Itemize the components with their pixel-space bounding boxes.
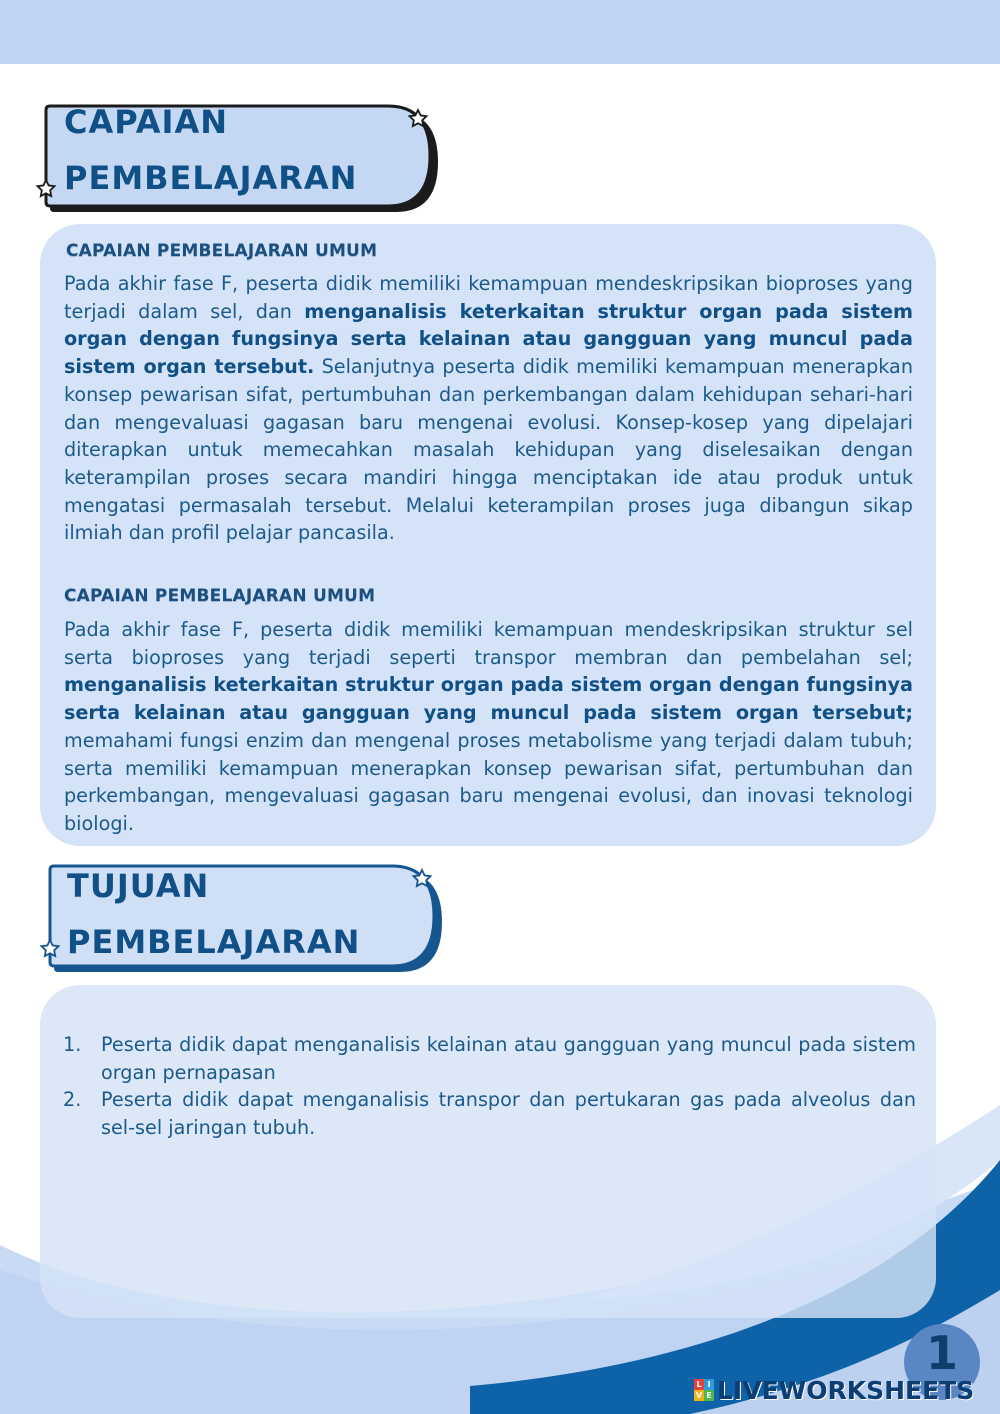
- list-item: 2. Peserta didik dapat menganalisis transpor dan pertukaran gas pada alveolus dan sel-sel jaringan tubuh.: [63, 1088, 916, 1140]
- section-heading: CAPAIAN PEMBELAJARAN UMUM: [66, 241, 378, 261]
- title-line-1: TUJUAN: [67, 867, 210, 905]
- section-heading: CAPAIAN PEMBELAJARAN UMUM: [64, 586, 376, 606]
- goals-list: [63, 1031, 916, 1142]
- section-title: [67, 858, 360, 970]
- page-title: [64, 94, 357, 206]
- title-line-1: CAPAIAN: [64, 103, 228, 141]
- tujuan-title-tab: [40, 860, 450, 980]
- page-number: 1: [925, 1326, 958, 1380]
- title-line-2: PEMBELAJARAN: [64, 159, 358, 197]
- list-item: 1. Peserta didik dapat menganalisis kelainan atau gangguan yang muncul pada sistem organ pernapasan: [63, 1033, 916, 1084]
- brand-name: LIVEWORKSHEETS: [717, 1375, 975, 1405]
- liveworksheets-logo-icon: L I V E: [694, 1379, 714, 1401]
- capaian-paragraph-2: Pada akhir fase F, peserta didik memiliki kemampuan mendeskripsikan struktur sel serta bioproses yang terjadi seperti transpor membran dan pembelahan sel; menganalisis keterkaitan struktur organ pada sistem organ dengan fungsinya serta kelainan atau gangguan yang muncul pada sistem organ tersebut; memahami fungsi enzim dan mengenal proses metabolisme yang terjadi dalam tubuh; serta memiliki kemampuan menerapkan konsep pewarisan sifat, pertumbuhan dan perkembangan, mengevaluasi gagasan baru mengenai evolusi, dan inovasi teknologi biologi.: [64, 618, 913, 835]
- liveworksheets-logo: [694, 1374, 974, 1406]
- capaian-title-tab: [36, 100, 446, 220]
- capaian-paragraph-1: Pada akhir fase F, peserta didik memiliki kemampuan mendeskripsikan bioproses yang terjadi dalam sel, dan menganalisis keterkaitan struktur organ pada sistem organ dengan fungsinya serta kelainan atau gangguan yang muncul pada sistem organ tersebut. Selanjutnya peserta didik memiliki kemampuan menerapkan konsep pewarisan sifat, pertumbuhan dan perkembangan dalam kehidupan sehari-hari dan mengevaluasi gagasan baru mengenai evolusi. Konsep-kosep yang dipelajari diterapkan untuk memecahkan masalah kehidupan yang diselesaikan dengan keterampilan proses secara mandiri hingga menciptakan ide atau produk untuk mengatasi permasalah tersebut. Melalui keterampilan proses juga dibangun sikap ilmiah dan profil pelajar pancasila.: [64, 272, 913, 545]
- title-line-2: PEMBELAJARAN: [67, 923, 361, 961]
